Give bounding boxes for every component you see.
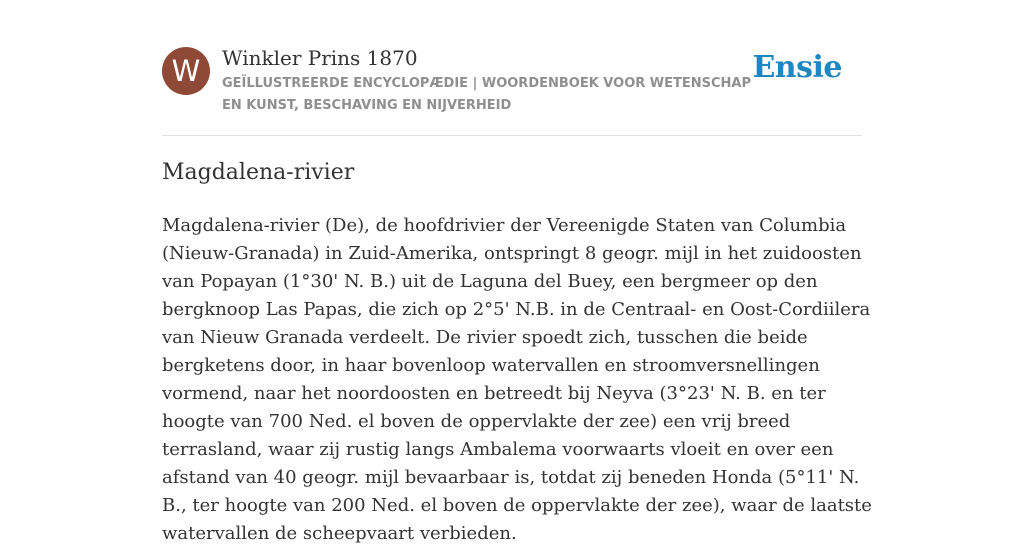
entry-title: Magdalena-rivier	[162, 160, 355, 185]
source-avatar[interactable]: W	[162, 47, 210, 95]
ensie-logo-link[interactable]: Ensie	[752, 50, 842, 85]
source-subtitle: GEÏLLUSTREERDE ENCYCLOPÆDIE | WOORDENBOEK VOOR WETENSCHAP EN KUNST, BESCHAVING EN NIJVERHEID	[222, 76, 751, 113]
source-title[interactable]: Winkler Prins 1870	[222, 46, 418, 70]
header-divider	[162, 135, 862, 136]
entry-body: Magdalena-rivier (De), de hoofdrivier der Vereenigde Staten van Columbia (Nieuw-Granada) in Zuid-Amerika, ontspringt 8 geogr. mijl in het zuidoosten van Popayan (1°30' N. B.) uit de Laguna del Buey, een bergmeer op den bergknoop Las Papas, die zich op 2°5' N.B. in de Centraal- en Oost-Cordiilera van Nieuw Granada verdeelt. De rivier spoedt zich, tusschen die beide bergketens door, in haar bovenloop watervallen en stroomversnellingen vormend, naar het noordoosten en betreedt bij Neyva (3°23' N. B. en ter hoogte van 700 Ned. el boven de oppervlakte der zee) een vrij breed terrasland, waar zij rustig langs Ambalema voorwaarts vloeit en over een afstand van 40 geogr. mijl bevaarbaar is, totdat zij beneden Honda (5°11' N. B., ter hoogte van 200 Ned. el boven de oppervlakte der zee), waar de laatste watervallen de scheepvaart verbieden.	[162, 215, 872, 544]
source-header	[162, 44, 862, 134]
